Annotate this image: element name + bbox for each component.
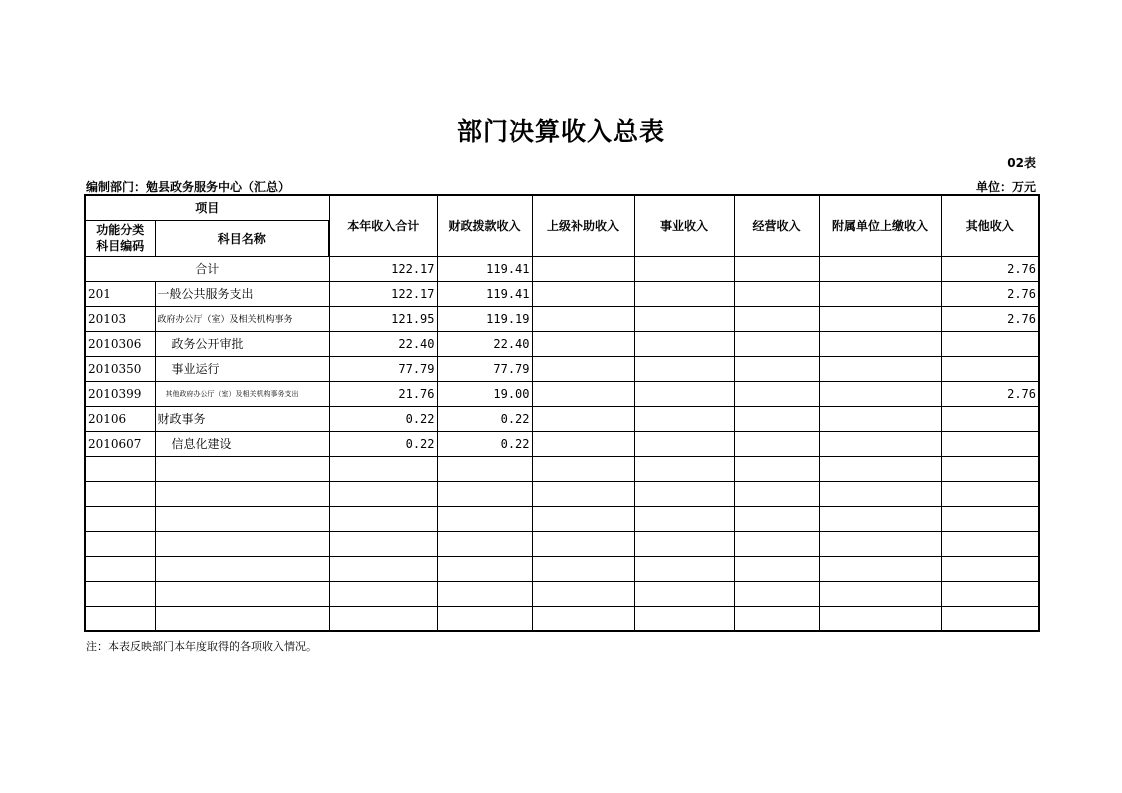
empty-cell [634, 556, 734, 581]
row-total: 121.95 [329, 306, 437, 331]
row-code: 2010399 [85, 381, 155, 406]
empty-cell [634, 531, 734, 556]
row-name: 一般公共服务支出 [155, 281, 329, 306]
row-affiliated [819, 431, 941, 456]
header-operating: 经营收入 [734, 195, 819, 256]
header-superior: 上级补助收入 [532, 195, 634, 256]
total-operating [734, 256, 819, 281]
empty-cell [819, 556, 941, 581]
page-title: 部门决算收入总表 [456, 117, 665, 146]
empty-row [85, 581, 1039, 606]
row-superior [532, 406, 634, 431]
table-row [85, 406, 1039, 431]
row-operating [734, 431, 819, 456]
empty-row [85, 506, 1039, 531]
table-row [85, 331, 1039, 356]
total-superior [532, 256, 634, 281]
empty-row [85, 481, 1039, 506]
row-superior [532, 356, 634, 381]
row-name: 财政事务 [155, 406, 329, 431]
row-affiliated [819, 381, 941, 406]
empty-cell [819, 456, 941, 481]
empty-cell [85, 481, 155, 506]
row-total: 77.79 [329, 356, 437, 381]
empty-cell [85, 531, 155, 556]
empty-cell [437, 506, 532, 531]
row-affiliated [819, 281, 941, 306]
row-other [941, 331, 1039, 356]
row-fiscal: 19.00 [437, 381, 532, 406]
total-total: 122.17 [329, 256, 437, 281]
empty-cell [532, 481, 634, 506]
empty-cell [437, 606, 532, 631]
row-affiliated [819, 356, 941, 381]
row-business [634, 381, 734, 406]
row-fiscal: 0.22 [437, 431, 532, 456]
row-superior [532, 381, 634, 406]
row-name [155, 331, 329, 356]
row-business [634, 431, 734, 456]
empty-cell [941, 556, 1039, 581]
empty-cell [85, 606, 155, 631]
row-other: 2.76 [941, 281, 1039, 306]
row-affiliated [819, 306, 941, 331]
empty-cell [85, 506, 155, 531]
empty-cell [85, 556, 155, 581]
empty-cell [329, 481, 437, 506]
empty-cell [155, 481, 329, 506]
empty-cell [155, 531, 329, 556]
empty-cell [329, 456, 437, 481]
empty-cell [734, 531, 819, 556]
empty-cell [532, 581, 634, 606]
empty-cell [329, 556, 437, 581]
department-label: 编制部门：勉县政务服务中心（汇总） [86, 180, 291, 194]
empty-cell [634, 506, 734, 531]
header-name: 科目名称 [155, 220, 329, 256]
row-code: 20103 [85, 306, 155, 331]
table-row [85, 431, 1039, 456]
row-other: 2.76 [941, 306, 1039, 331]
empty-cell [734, 481, 819, 506]
row-name [155, 431, 329, 456]
row-fiscal: 119.41 [437, 281, 532, 306]
total-row [85, 256, 1039, 281]
row-fiscal: 119.19 [437, 306, 532, 331]
row-superior [532, 331, 634, 356]
row-fiscal: 0.22 [437, 406, 532, 431]
empty-cell [634, 481, 734, 506]
empty-cell [329, 506, 437, 531]
empty-cell [85, 581, 155, 606]
row-operating [734, 306, 819, 331]
total-fiscal: 119.41 [437, 256, 532, 281]
row-operating [734, 331, 819, 356]
table-row [85, 281, 1039, 306]
empty-cell [819, 481, 941, 506]
row-business [634, 356, 734, 381]
empty-cell [634, 456, 734, 481]
empty-cell [437, 581, 532, 606]
header-code [85, 220, 155, 256]
row-superior [532, 281, 634, 306]
unit-label: 单位：万元 [975, 180, 1036, 194]
total-business [634, 256, 734, 281]
row-operating [734, 406, 819, 431]
empty-cell [155, 606, 329, 631]
total-label: 合计 [85, 256, 329, 281]
empty-cell [437, 456, 532, 481]
row-business [634, 331, 734, 356]
row-code: 20106 [85, 406, 155, 431]
row-superior [532, 431, 634, 456]
header-other: 其他收入 [941, 195, 1039, 256]
empty-cell [734, 606, 819, 631]
row-code: 2010306 [85, 331, 155, 356]
empty-cell [329, 581, 437, 606]
empty-cell [437, 556, 532, 581]
empty-cell [155, 581, 329, 606]
footnote: 注：本表反映部门本年度取得的各项收入情况。 [86, 640, 317, 653]
empty-cell [634, 606, 734, 631]
row-name-text: 信息化建设 [171, 437, 232, 451]
row-operating [734, 356, 819, 381]
row-code: 2010350 [85, 356, 155, 381]
row-business [634, 406, 734, 431]
table-number: 02表 [1007, 156, 1036, 170]
empty-cell [819, 531, 941, 556]
row-operating [734, 381, 819, 406]
empty-cell [532, 556, 634, 581]
empty-cell [734, 456, 819, 481]
empty-cell [532, 606, 634, 631]
empty-row [85, 556, 1039, 581]
total-affiliated [819, 256, 941, 281]
empty-cell [155, 456, 329, 481]
header-affiliated: 附属单位上缴收入 [819, 195, 941, 256]
empty-cell [155, 506, 329, 531]
empty-cell [819, 506, 941, 531]
empty-cell [941, 581, 1039, 606]
row-code: 2010607 [85, 431, 155, 456]
empty-cell [532, 456, 634, 481]
row-affiliated [819, 331, 941, 356]
row-fiscal: 22.40 [437, 331, 532, 356]
row-operating [734, 281, 819, 306]
empty-cell [532, 506, 634, 531]
row-other [941, 356, 1039, 381]
table-row [85, 381, 1039, 406]
row-fiscal: 77.79 [437, 356, 532, 381]
empty-cell [941, 506, 1039, 531]
header-business: 事业收入 [634, 195, 734, 256]
row-total: 22.40 [329, 331, 437, 356]
header-total: 本年收入合计 [329, 195, 437, 256]
row-name: 其他政府办公厅（室）及相关机构事务支出 [155, 381, 329, 406]
empty-cell [634, 581, 734, 606]
row-code: 201 [85, 281, 155, 306]
empty-row [85, 531, 1039, 556]
row-business [634, 281, 734, 306]
empty-row [85, 456, 1039, 481]
empty-cell [941, 531, 1039, 556]
row-name-text: 政务公开审批 [171, 337, 244, 351]
total-other: 2.76 [941, 256, 1039, 281]
empty-cell [329, 606, 437, 631]
empty-cell [941, 481, 1039, 506]
row-affiliated [819, 406, 941, 431]
empty-cell [329, 531, 437, 556]
row-business [634, 306, 734, 331]
row-other [941, 431, 1039, 456]
row-name [155, 356, 329, 381]
row-total: 21.76 [329, 381, 437, 406]
header-code-line1: 功能分类 [96, 223, 145, 237]
row-total: 0.22 [329, 431, 437, 456]
empty-cell [155, 556, 329, 581]
header-item: 项目 [85, 195, 329, 220]
empty-cell [819, 581, 941, 606]
empty-cell [734, 556, 819, 581]
row-other: 2.76 [941, 381, 1039, 406]
row-other [941, 406, 1039, 431]
empty-cell [734, 581, 819, 606]
empty-cell [85, 456, 155, 481]
row-total: 122.17 [329, 281, 437, 306]
empty-cell [437, 531, 532, 556]
table-row [85, 306, 1039, 331]
row-superior [532, 306, 634, 331]
revenue-table [84, 194, 1040, 632]
empty-cell [437, 481, 532, 506]
row-name: 政府办公厅（室）及相关机构事务 [155, 306, 329, 331]
header-fiscal: 财政拨款收入 [437, 195, 532, 256]
empty-cell [532, 531, 634, 556]
empty-cell [819, 606, 941, 631]
row-name-text: 事业运行 [171, 362, 220, 376]
row-total: 0.22 [329, 406, 437, 431]
header-code-line2: 科目编码 [96, 239, 145, 253]
empty-cell [941, 606, 1039, 631]
empty-cell [941, 456, 1039, 481]
empty-cell [734, 506, 819, 531]
table-row [85, 356, 1039, 381]
empty-row [85, 606, 1039, 631]
